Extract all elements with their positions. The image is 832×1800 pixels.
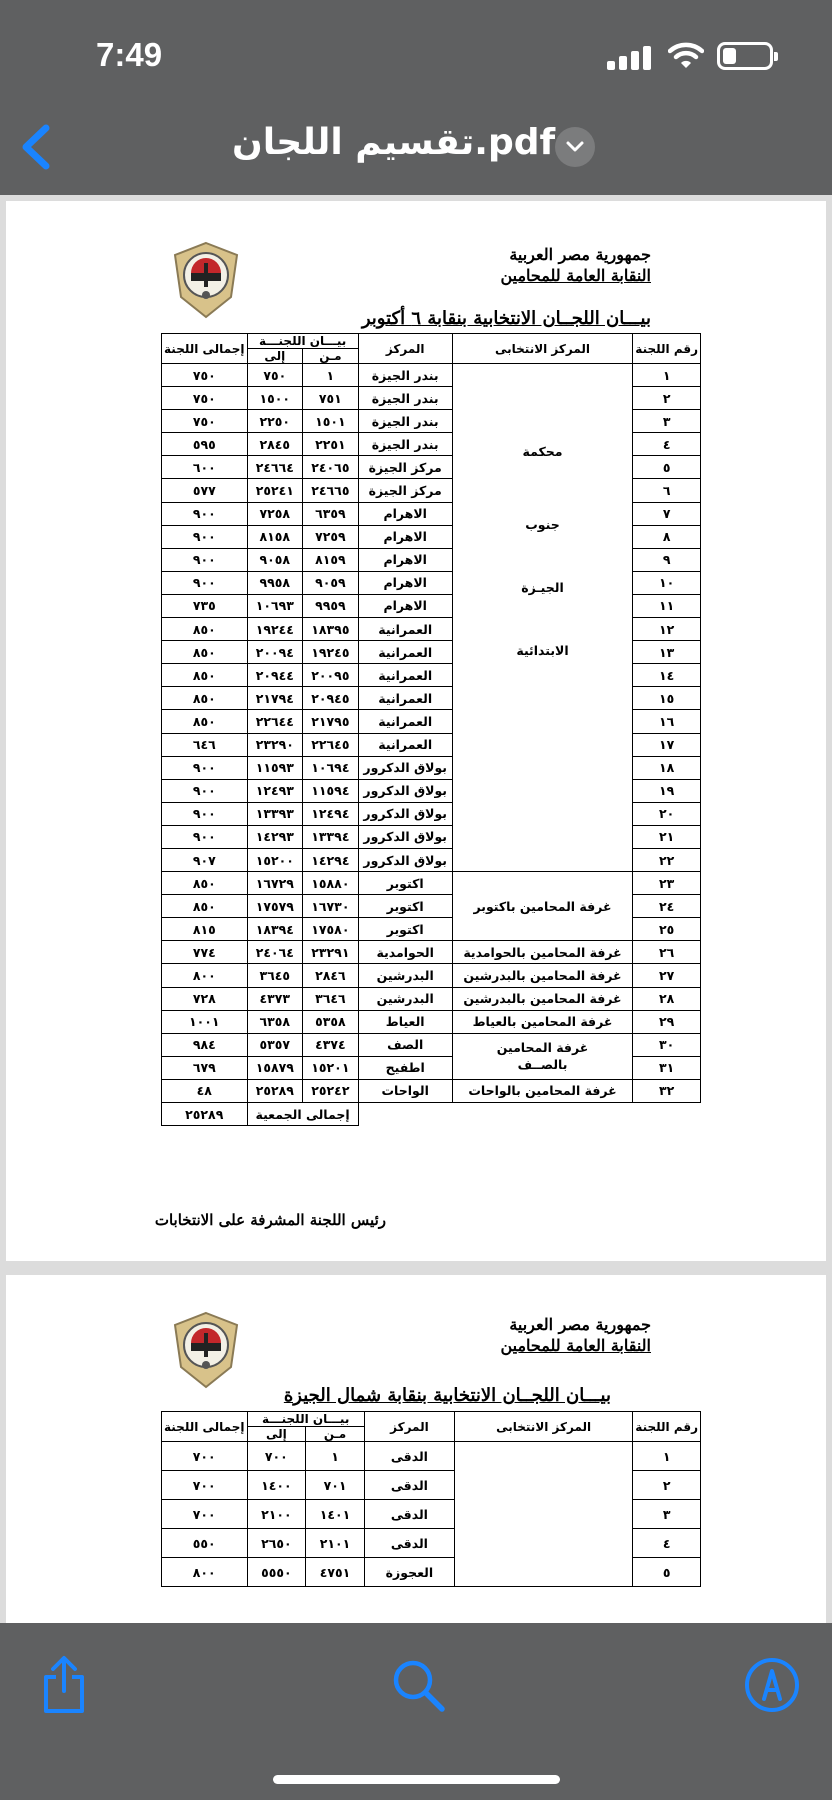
cell-to: ٢٠٩٤٤	[247, 664, 303, 687]
center-line: غرفة المحامين	[496, 1040, 589, 1056]
cell-from: ٧٢٥٩	[303, 525, 359, 548]
col-header-center: المركز الانتخابى	[452, 334, 633, 364]
cell-to: ٢٥٢٨٩	[247, 1079, 303, 1102]
page2-doc-title: بيـــان اللجــان الانتخابية بنقابة شمال الجيزة	[283, 1385, 611, 1406]
markup-icon[interactable]	[742, 1655, 802, 1715]
back-chevron-icon[interactable]	[14, 120, 58, 174]
center-line: بالصــف	[517, 1057, 568, 1073]
cell-num: ٤	[633, 1529, 701, 1558]
search-icon[interactable]	[388, 1655, 448, 1715]
bottom-toolbar	[0, 1623, 832, 1800]
cell-from: ١٥٨٨٠	[303, 872, 359, 895]
cell-markaz: البدرشين	[358, 964, 452, 987]
cell-to: ٥٣٥٧	[247, 1033, 303, 1056]
page2-committees-table	[161, 1411, 701, 1587]
cell-num: ٢	[633, 387, 701, 410]
cell-num: ١١	[633, 594, 701, 617]
cell-from: ١٣٣٩٤	[303, 825, 359, 848]
cell-center	[452, 1033, 633, 1079]
cell-total: ٧٧٤	[162, 941, 248, 964]
cell-total: ٨٥٠	[162, 895, 248, 918]
cell-num: ١	[633, 1442, 701, 1471]
cell-from: ٢٠٩٤٥	[303, 687, 359, 710]
cell-total: ٨٥٠	[162, 710, 248, 733]
cell-to: ٤٣٧٣	[247, 987, 303, 1010]
cell-total: ٧٠٠	[162, 1471, 248, 1500]
cell-num: ٦	[633, 479, 701, 502]
cell-total: ٩٠٠	[162, 525, 248, 548]
cell-total: ٩٠٧	[162, 848, 248, 871]
cell-to: ٣٦٤٥	[247, 964, 303, 987]
col-header-to: إلى	[247, 1427, 306, 1442]
signature-line: رئيس اللجنة المشرفة على الانتخابات	[154, 1211, 386, 1229]
cell-from: ٨١٥٩	[303, 548, 359, 571]
cell-to: ٩٩٥٨	[247, 571, 303, 594]
cell-num: ٢٣	[633, 872, 701, 895]
cell-to: ٧٢٥٨	[247, 502, 303, 525]
cell-total: ٦٧٩	[162, 1056, 248, 1079]
table-row	[162, 1079, 701, 1102]
cell-markaz: بندر الجيزة	[358, 433, 452, 456]
cell-from: ١٤٢٩٤	[303, 848, 359, 871]
cell-from: ٩٠٥٩	[303, 571, 359, 594]
cell-from: ١٥٠١	[303, 410, 359, 433]
header-country: جمهورية مصر العربية	[509, 245, 651, 264]
cell-markaz: الدقى	[364, 1529, 454, 1558]
cell-from: ٢١٧٩٥	[303, 710, 359, 733]
cell-from: ١٥٢٠١	[303, 1056, 359, 1079]
cell-markaz: بندر الجيزة	[358, 410, 452, 433]
pdf-page-1	[6, 201, 826, 1261]
cell-from: ١	[306, 1442, 365, 1471]
cell-to: ٢٤٦٦٤	[247, 456, 303, 479]
cell-num: ٩	[633, 548, 701, 571]
cell-num: ٢٢	[633, 848, 701, 871]
cell-num: ٣	[633, 410, 701, 433]
page1-header	[500, 245, 651, 285]
cell-to: ٢٢٦٤٤	[247, 710, 303, 733]
cell-markaz: البدرشين	[358, 987, 452, 1010]
cell-num: ٤	[633, 433, 701, 456]
cell-markaz: بولاق الدكرور	[358, 756, 452, 779]
cell-markaz: الاهرام	[358, 548, 452, 571]
cell-to: ٧٥٠	[247, 364, 303, 387]
cell-total: ١٠٠١	[162, 1010, 248, 1033]
cell-total: ٩٠٠	[162, 825, 248, 848]
cell-total: ٨٥٠	[162, 641, 248, 664]
cell-num: ٢٩	[633, 1010, 701, 1033]
col-header-center: المركز الانتخابى	[454, 1412, 632, 1442]
cell-num: ٢٦	[633, 941, 701, 964]
cell-from: ١٧٥٨٠	[303, 918, 359, 941]
cell-to: ١٣٣٩٣	[247, 802, 303, 825]
cell-to: ٢٦٥٠	[247, 1529, 306, 1558]
cell-to: ٨١٥٨	[247, 525, 303, 548]
cell-total: ٩٨٤	[162, 1033, 248, 1056]
home-indicator	[273, 1775, 560, 1784]
cell-markaz: العمرانية	[358, 687, 452, 710]
cell-from: ٢٢٦٤٥	[303, 733, 359, 756]
col-header-total: إجمالى اللجنة	[162, 334, 248, 364]
cell-to: ٧٠٠	[247, 1442, 306, 1471]
cell-from: ٢٢٥١	[303, 433, 359, 456]
cell-from: ٢٠٠٩٥	[303, 664, 359, 687]
cell-markaz: العمرانية	[358, 618, 452, 641]
cell-markaz: الدقى	[364, 1500, 454, 1529]
col-header-num: رقم اللجنة	[633, 334, 701, 364]
col-header-to: إلى	[247, 349, 303, 364]
cell-num: ٢٠	[633, 802, 701, 825]
cell-markaz: الصف	[358, 1033, 452, 1056]
cell-to: ٢٤٠٦٤	[247, 941, 303, 964]
cell-to: ١٠٦٩٣	[247, 594, 303, 617]
share-icon[interactable]	[34, 1655, 94, 1715]
cell-from: ١٩٢٤٥	[303, 641, 359, 664]
battery-icon	[717, 42, 773, 70]
header-syndicate: النقابة العامة للمحامين	[500, 1336, 651, 1355]
cell-markaz: الحوامدية	[358, 941, 452, 964]
cell-to: ٩٠٥٨	[247, 548, 303, 571]
cell-to: ٢٣٢٩٠	[247, 733, 303, 756]
title-bar	[0, 100, 832, 195]
cell-center: غرفة المحامين باكتوبر	[452, 872, 633, 941]
cell-markaz: بولاق الدكرور	[358, 848, 452, 871]
cell-total: ٩٠٠	[162, 548, 248, 571]
cell-total: ٨٥٠	[162, 687, 248, 710]
cell-markaz: اطفيح	[358, 1056, 452, 1079]
cell-num: ١٣	[633, 641, 701, 664]
cell-from: ١٦٧٣٠	[303, 895, 359, 918]
cell-num: ٣٠	[633, 1033, 701, 1056]
cell-total: ٩٠٠	[162, 571, 248, 594]
cell-markaz: مركز الجيزة	[358, 456, 452, 479]
cell-num: ٢	[633, 1471, 701, 1500]
cell-to: ١٧٥٧٩	[247, 895, 303, 918]
cell-num: ٣٢	[633, 1079, 701, 1102]
page1-committees-table	[161, 333, 701, 1126]
header-syndicate: النقابة العامة للمحامين	[500, 266, 651, 285]
cell-total: ٨٥٠	[162, 664, 248, 687]
pdf-viewer[interactable]	[0, 195, 832, 1623]
cell-from: ٢٣٢٩١	[303, 941, 359, 964]
cell-center	[452, 364, 633, 872]
col-header-total: إجمالى اللجنة	[162, 1412, 248, 1442]
cell-from: ٢١٠١	[306, 1529, 365, 1558]
cell-from: ٤٣٧٤	[303, 1033, 359, 1056]
cell-markaz: بندر الجيزة	[358, 364, 452, 387]
cell-markaz: بولاق الدكرور	[358, 779, 452, 802]
cell-markaz: الدقى	[364, 1471, 454, 1500]
table-row	[162, 364, 701, 387]
cell-num: ١٨	[633, 756, 701, 779]
cell-markaz: العياط	[358, 1010, 452, 1033]
cell-from: ٣٦٤٦	[303, 987, 359, 1010]
cell-to: ١٤٢٩٣	[247, 825, 303, 848]
cell-markaz: العمرانية	[358, 733, 452, 756]
cell-markaz: بندر الجيزة	[358, 387, 452, 410]
cell-num: ٢٧	[633, 964, 701, 987]
blank-cell	[358, 1103, 700, 1126]
cell-to: ١٦٧٢٩	[247, 872, 303, 895]
cell-from: ٢٤٦٦٥	[303, 479, 359, 502]
cell-from: ١١٥٩٤	[303, 779, 359, 802]
cell-markaz: الاهرام	[358, 525, 452, 548]
col-header-num: رقم اللجنة	[633, 1412, 701, 1442]
cell-num: ٣١	[633, 1056, 701, 1079]
cell-to: ١٥٢٠٠	[247, 848, 303, 871]
cell-to: ٦٣٥٨	[247, 1010, 303, 1033]
pdf-page-2	[6, 1275, 826, 1623]
cell-total: ٨٠٠	[162, 1558, 248, 1587]
cell-to: ٢١٧٩٤	[247, 687, 303, 710]
header-country: جمهورية مصر العربية	[509, 1315, 651, 1334]
center-line: الابتدائية	[516, 643, 569, 658]
cell-from: ٤٧٥١	[306, 1558, 365, 1587]
cell-total: ٧٠٠	[162, 1500, 248, 1529]
center-line: محكمة	[522, 444, 563, 459]
center-line: جنوب	[525, 517, 560, 532]
cell-markaz: العمرانية	[358, 641, 452, 664]
grand-total-label: إجمالى الجمعية	[247, 1103, 358, 1126]
cell-num: ١٦	[633, 710, 701, 733]
table-row	[162, 941, 701, 964]
status-time: 7:49	[96, 36, 163, 73]
cell-total: ٨٥٠	[162, 872, 248, 895]
cell-from: ٧٥١	[303, 387, 359, 410]
cell-center: غرفة المحامين بالبدرشين	[452, 987, 633, 1010]
cell-from: ١٨٣٩٥	[303, 618, 359, 641]
table-row	[162, 1010, 701, 1033]
cell-num: ٢٨	[633, 987, 701, 1010]
document-title: تقسيم اللجان.pdf	[232, 122, 556, 163]
cell-from: ١٤٠١	[306, 1500, 365, 1529]
cell-total: ٩٠٠	[162, 802, 248, 825]
col-header-from: مـن	[306, 1427, 365, 1442]
cell-to: ١٨٣٩٤	[247, 918, 303, 941]
cell-from: ٢٥٢٤٢	[303, 1079, 359, 1102]
cell-markaz: بولاق الدكرور	[358, 825, 452, 848]
cell-total: ٧٠٠	[162, 1442, 248, 1471]
cell-num: ١٩	[633, 779, 701, 802]
cell-to: ١٩٢٤٤	[247, 618, 303, 641]
cell-total: ٧٥٠	[162, 410, 248, 433]
cell-from: ٢٤٠٦٥	[303, 456, 359, 479]
cell-from: ٢٨٤٦	[303, 964, 359, 987]
grand-total-value: ٢٥٢٨٩	[162, 1103, 248, 1126]
wifi-icon	[668, 40, 704, 70]
cell-total: ٥٥٠	[162, 1529, 248, 1558]
page2-header	[500, 1315, 651, 1355]
cell-markaz: اكتوبر	[358, 918, 452, 941]
cell-total: ٧٢٨	[162, 987, 248, 1010]
cell-to: ١٤٠٠	[247, 1471, 306, 1500]
center-line: الجيـزة	[521, 580, 564, 595]
cell-center: غرفة المحامين بالحوامدية	[452, 941, 633, 964]
cell-total: ٨١٥	[162, 918, 248, 941]
cell-total: ٦٤٦	[162, 733, 248, 756]
cell-center: غرفة المحامين بالبدرشين	[452, 964, 633, 987]
cell-markaz: الاهرام	[358, 502, 452, 525]
col-header-markaz: المركز	[358, 334, 452, 364]
cell-num: ٨	[633, 525, 701, 548]
cell-from: ٦٣٥٩	[303, 502, 359, 525]
cell-from: ٩٩٥٩	[303, 594, 359, 617]
cellular-signal-icon	[607, 44, 651, 70]
cell-markaz: العمرانية	[358, 710, 452, 733]
cell-from: ٥٣٥٨	[303, 1010, 359, 1033]
cell-total: ٧٣٥	[162, 594, 248, 617]
cell-markaz: الاهرام	[358, 571, 452, 594]
cell-markaz: اكتوبر	[358, 872, 452, 895]
table-row	[162, 987, 701, 1010]
cell-from: ١	[303, 364, 359, 387]
table-row	[162, 1442, 701, 1471]
cell-total: ٨٥٠	[162, 618, 248, 641]
cell-markaz: بولاق الدكرور	[358, 802, 452, 825]
cell-markaz: العجوزة	[364, 1558, 454, 1587]
table-row	[162, 872, 701, 895]
cell-total: ٦٠٠	[162, 456, 248, 479]
cell-total: ٧٥٠	[162, 387, 248, 410]
cell-total: ٧٥٠	[162, 364, 248, 387]
cell-num: ٢٥	[633, 918, 701, 941]
cell-num: ١٤	[633, 664, 701, 687]
cell-to: ٢١٠٠	[247, 1500, 306, 1529]
cell-from: ٧٠١	[306, 1471, 365, 1500]
cell-center: غرفة المحامين بالعياط	[452, 1010, 633, 1033]
cell-to: ٥٥٥٠	[247, 1558, 306, 1587]
cell-from: ١٢٤٩٤	[303, 802, 359, 825]
cell-to: ١٥٨٧٩	[247, 1056, 303, 1079]
cell-total: ٩٠٠	[162, 502, 248, 525]
cell-num: ١٧	[633, 733, 701, 756]
status-bar	[0, 0, 832, 110]
cell-markaz: الواحات	[358, 1079, 452, 1102]
syndicate-logo-icon	[171, 1311, 241, 1389]
cell-to: ١٢٤٩٣	[247, 779, 303, 802]
cell-to: ١٥٠٠	[247, 387, 303, 410]
page1-doc-title: بيـــان اللجــان الانتخابية بنقابة ٦ أكتوبر	[361, 308, 651, 329]
cell-to: ١١٥٩٣	[247, 756, 303, 779]
cell-markaz: الاهرام	[358, 594, 452, 617]
cell-center	[454, 1442, 632, 1587]
cell-to: ٢٠٠٩٤	[247, 641, 303, 664]
cell-markaz: العمرانية	[358, 664, 452, 687]
col-header-range: بيـــان اللجنـــة	[247, 1412, 364, 1427]
col-header-from: مـن	[303, 349, 359, 364]
table-row	[162, 1033, 701, 1056]
cell-num: ٥	[633, 1558, 701, 1587]
dropdown-chevron-icon[interactable]	[555, 127, 595, 167]
grand-total-row	[162, 1103, 701, 1126]
col-header-range: بيـــان اللجنـــة	[247, 334, 358, 349]
syndicate-logo-icon	[171, 241, 241, 319]
cell-total: ٤٨	[162, 1079, 248, 1102]
cell-markaz: الدقى	[364, 1442, 454, 1471]
cell-num: ١٢	[633, 618, 701, 641]
cell-center: غرفة المحامين بالواحات	[452, 1079, 633, 1102]
cell-to: ٢٢٥٠	[247, 410, 303, 433]
table-row	[162, 964, 701, 987]
cell-to: ٢٨٤٥	[247, 433, 303, 456]
cell-num: ٢١	[633, 825, 701, 848]
cell-to: ٢٥٢٤١	[247, 479, 303, 502]
cell-total: ٩٠٠	[162, 779, 248, 802]
cell-num: ٥	[633, 456, 701, 479]
cell-num: ١	[633, 364, 701, 387]
cell-num: ٧	[633, 502, 701, 525]
cell-total: ٨٠٠	[162, 964, 248, 987]
cell-total: ٩٠٠	[162, 756, 248, 779]
cell-total: ٥٩٥	[162, 433, 248, 456]
cell-num: ١٥	[633, 687, 701, 710]
cell-num: ٢٤	[633, 895, 701, 918]
col-header-markaz: المركز	[364, 1412, 454, 1442]
cell-num: ١٠	[633, 571, 701, 594]
cell-total: ٥٧٧	[162, 479, 248, 502]
cell-markaz: اكتوبر	[358, 895, 452, 918]
cell-markaz: مركز الجيزة	[358, 479, 452, 502]
cell-num: ٣	[633, 1500, 701, 1529]
cell-from: ١٠٦٩٤	[303, 756, 359, 779]
